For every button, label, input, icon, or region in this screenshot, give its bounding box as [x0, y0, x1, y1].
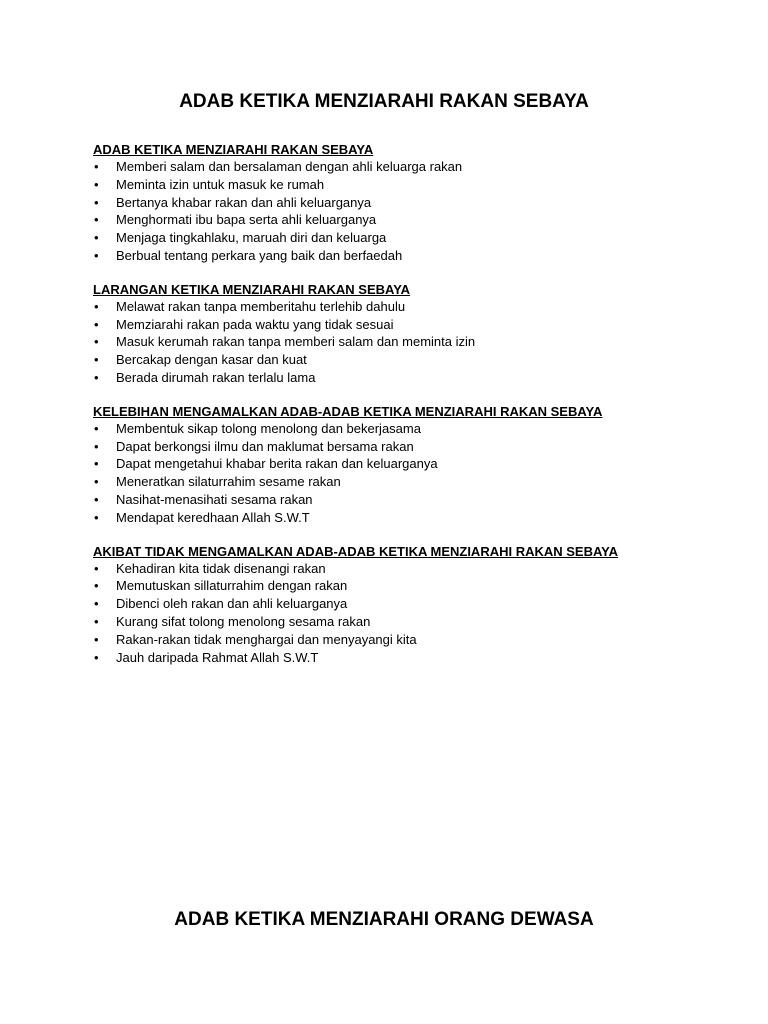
bullet-icon: • — [94, 212, 99, 228]
list-item — [93, 473, 733, 491]
section-akibat — [93, 543, 733, 667]
bullet-icon: • — [94, 159, 99, 174]
bullet-icon: • — [94, 578, 99, 594]
bullet-icon: • — [94, 247, 99, 263]
bullet-list — [93, 560, 733, 667]
list-item-text: Berbual tentang perkara yang baik dan berfaedah — [116, 247, 403, 263]
bullet-icon: • — [94, 509, 99, 525]
bullet-icon: • — [94, 560, 99, 576]
list-item — [93, 613, 733, 631]
bullet-icon: • — [94, 649, 99, 665]
list-item — [93, 194, 733, 212]
bullet-icon: • — [94, 194, 99, 210]
section-adab — [93, 141, 733, 265]
bullet-icon: • — [94, 474, 99, 490]
section-heading: AKIBAT TIDAK MENGAMALKAN ADAB-ADAB KETIKA MENZIARAHI RAKAN SEBAYA — [93, 543, 619, 559]
list-item — [93, 577, 733, 595]
list-item — [93, 509, 733, 527]
list-item-text: Bertanya khabar rakan dan ahli keluarganya — [116, 194, 372, 210]
section-larangan — [93, 281, 733, 387]
list-item-text: Masuk kerumah rakan tanpa memberi salam dan meminta izin — [116, 334, 476, 350]
bullet-list — [93, 158, 733, 265]
list-item — [93, 158, 733, 176]
list-item-text: Menjaga tingkahlaku, maruah diri dan keluarga — [116, 230, 387, 246]
list-item — [93, 631, 733, 649]
bullet-icon: • — [94, 456, 99, 472]
bullet-icon: • — [94, 420, 99, 436]
list-item-text: Meminta izin untuk masuk ke rumah — [116, 176, 325, 192]
list-item — [93, 316, 733, 334]
bullet-icon: • — [94, 176, 99, 192]
list-item-text: Rakan-rakan tidak menghargai dan menyayangi kita — [116, 631, 417, 647]
list-item — [93, 176, 733, 194]
list-item-text: Dapat berkongsi ilmu dan maklumat bersama rakan — [116, 438, 414, 454]
list-item — [93, 420, 733, 438]
section-heading: KELEBIHAN MENGAMALKAN ADAB-ADAB KETIKA MENZIARAHI RAKAN SEBAYA — [93, 403, 603, 419]
list-item-text: Memberi salam dan bersalaman dengan ahli keluarga rakan — [116, 159, 463, 174]
list-item-text: Mendapat keredhaan Allah S.W.T — [116, 509, 310, 525]
list-item-text: Kurang sifat tolong menolong sesama rakan — [116, 613, 371, 629]
list-item — [93, 649, 733, 667]
list-item-text: Kehadiran kita tidak disenangi rakan — [116, 560, 326, 576]
list-item — [93, 455, 733, 473]
bullet-list — [93, 298, 733, 387]
list-item — [93, 560, 733, 578]
list-item-text: Meneratkan silaturrahim sesame rakan — [116, 474, 341, 490]
list-item-text: Berada dirumah rakan terlalu lama — [116, 369, 316, 385]
list-item-text: Dapat mengetahui khabar berita rakan dan keluarganya — [116, 456, 438, 472]
list-item — [93, 369, 733, 387]
list-item — [93, 438, 733, 456]
list-item — [93, 333, 733, 351]
list-item — [93, 595, 733, 613]
list-item — [93, 247, 733, 265]
list-item-text: Membentuk sikap tolong menolong dan bekerjasama — [116, 420, 421, 436]
list-item — [93, 211, 733, 229]
list-item — [93, 298, 733, 316]
bullet-icon: • — [94, 631, 99, 647]
bullet-icon: • — [94, 230, 99, 246]
bullet-icon: • — [94, 613, 99, 629]
bullet-icon: • — [94, 438, 99, 454]
section-heading: ADAB KETIKA MENZIARAHI RAKAN SEBAYA — [93, 142, 374, 157]
section-heading: LARANGAN KETIKA MENZIARAHI RAKAN SEBAYA — [93, 281, 411, 297]
list-item — [93, 491, 733, 509]
bullet-icon: • — [94, 298, 99, 314]
list-item-text: Memutuskan sillaturrahim dengan rakan — [116, 578, 348, 594]
section-kelebihan — [93, 403, 733, 527]
document-body — [93, 141, 733, 682]
page-title: ADAB KETIKA MENZIARAHI RAKAN SEBAYA — [179, 91, 589, 112]
list-item-text: Jauh daripada Rahmat Allah S.W.T — [116, 649, 319, 665]
list-item-text: Melawat rakan tanpa memberitahu terlehib dahulu — [116, 298, 406, 314]
bullet-icon: • — [94, 369, 99, 385]
list-item-text: Dibenci oleh rakan dan ahli keluarganya — [116, 596, 348, 612]
list-item — [93, 229, 733, 247]
list-item-text: Nasihat-menasihati sesama rakan — [116, 491, 313, 507]
bullet-icon: • — [94, 596, 99, 612]
bullet-icon: • — [94, 316, 99, 332]
bullet-icon: • — [94, 491, 99, 507]
list-item-text: Menghormati ibu bapa serta ahli keluarganya — [116, 212, 377, 228]
list-item — [93, 351, 733, 369]
list-item-text: Bercakap dengan kasar dan kuat — [116, 352, 307, 368]
bullet-icon: • — [94, 334, 99, 350]
next-section-title: ADAB KETIKA MENZIARAHI ORANG DEWASA — [174, 909, 594, 930]
bullet-icon: • — [94, 352, 99, 368]
list-item-text: Memziarahi rakan pada waktu yang tidak sesuai — [116, 316, 394, 332]
bullet-list — [93, 420, 733, 527]
